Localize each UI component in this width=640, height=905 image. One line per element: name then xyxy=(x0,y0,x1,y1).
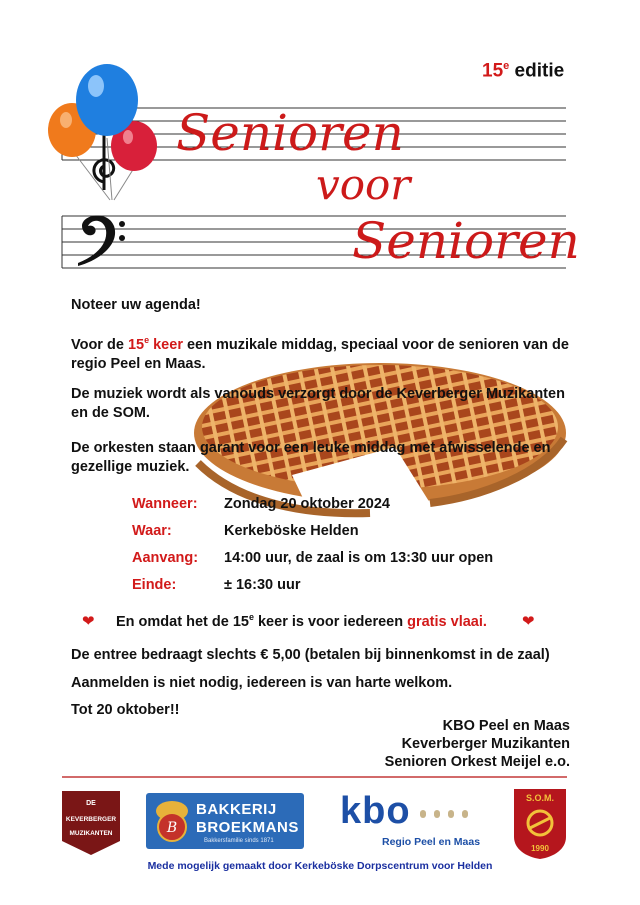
detail-value-end: ± 16:30 uur xyxy=(224,577,301,593)
detail-value-when: Zondag 20 oktober 2024 xyxy=(224,496,390,512)
closing-text: Tot 20 oktober!! xyxy=(71,702,180,718)
som-logo xyxy=(514,789,566,859)
title-line-3: Senioren xyxy=(352,212,580,270)
entree-text: De entree bedraagt slechts € 5,00 (betalen bij binnenkomst in de zaal) xyxy=(71,647,550,663)
signature-som: Senioren Orkest Meijel e.o. xyxy=(384,754,570,770)
keverberger-logo xyxy=(62,791,120,855)
kbo-logo: kbo xyxy=(340,790,411,832)
detail-label-start: Aanvang: xyxy=(132,550,199,566)
heart-icon-right: ❤ xyxy=(522,613,535,630)
bakkerij-broekmans-logo xyxy=(146,793,304,849)
detail-value-where: Kerkeböske Helden xyxy=(224,523,359,539)
divider xyxy=(62,776,567,778)
detail-label-when: Wanneer: xyxy=(132,496,198,512)
bakkerij-tagline: Bakkersfamilie sinds 1871 xyxy=(204,838,274,844)
signature-kbo: KBO Peel en Maas xyxy=(442,718,570,734)
signature-keverberger: Keverberger Muzikanten xyxy=(401,736,570,752)
gratis-line: En omdat het de 15e keer is voor iedereen gratis vlaai. xyxy=(116,612,487,630)
registration-text: Aanmelden is niet nodig, iedereen is van harte welkom. xyxy=(71,675,453,691)
footer-credit: Mede mogelijk gemaakt door Kerkeböske Dorpscentrum voor Helden xyxy=(147,860,493,872)
title-line-2: voor xyxy=(316,160,411,209)
kbo-dots-icon xyxy=(420,808,470,820)
orchestra-paragraph: De orkesten staan garant voor een leuke middag met afwisselende en gezellige muziek. xyxy=(71,440,551,475)
bakkerij-line1: BAKKERIJ xyxy=(196,801,277,818)
keverberger-logo-line3: MUZIKANTEN xyxy=(69,830,113,837)
bass-clef-icon xyxy=(78,215,125,266)
title-line-1: Senioren xyxy=(176,104,404,162)
detail-label-end: Einde: xyxy=(132,577,177,593)
keverberger-logo-line1: DE xyxy=(86,800,96,807)
detail-value-start: 14:00 uur, de zaal is om 13:30 uur open xyxy=(224,550,494,566)
heart-icon-left: ❤ xyxy=(82,613,95,630)
som-logo-year: 1990 xyxy=(531,844,549,853)
edition-label: 15e editie xyxy=(482,60,565,82)
detail-label-where: Waar: xyxy=(132,523,172,539)
svg-text:B: B xyxy=(166,820,178,836)
agenda-heading: Noteer uw agenda! xyxy=(71,297,201,313)
intro-paragraph: Voor de 15e keer een muzikale middag, speciaal voor de senioren van de regio Peel en Maas. xyxy=(71,335,569,372)
som-logo-text: S.O.M. xyxy=(525,793,555,803)
kbo-region: Regio Peel en Maas xyxy=(382,836,481,848)
baker-hat-icon xyxy=(152,799,192,843)
keverberger-logo-line2: KEVERBERGER xyxy=(65,816,117,823)
music-paragraph: De muziek wordt als vanouds verzorgt door de Keverberger Muzikanten en de SOM. xyxy=(71,386,565,421)
bakkerij-line2: BROEKMANS xyxy=(196,819,299,836)
